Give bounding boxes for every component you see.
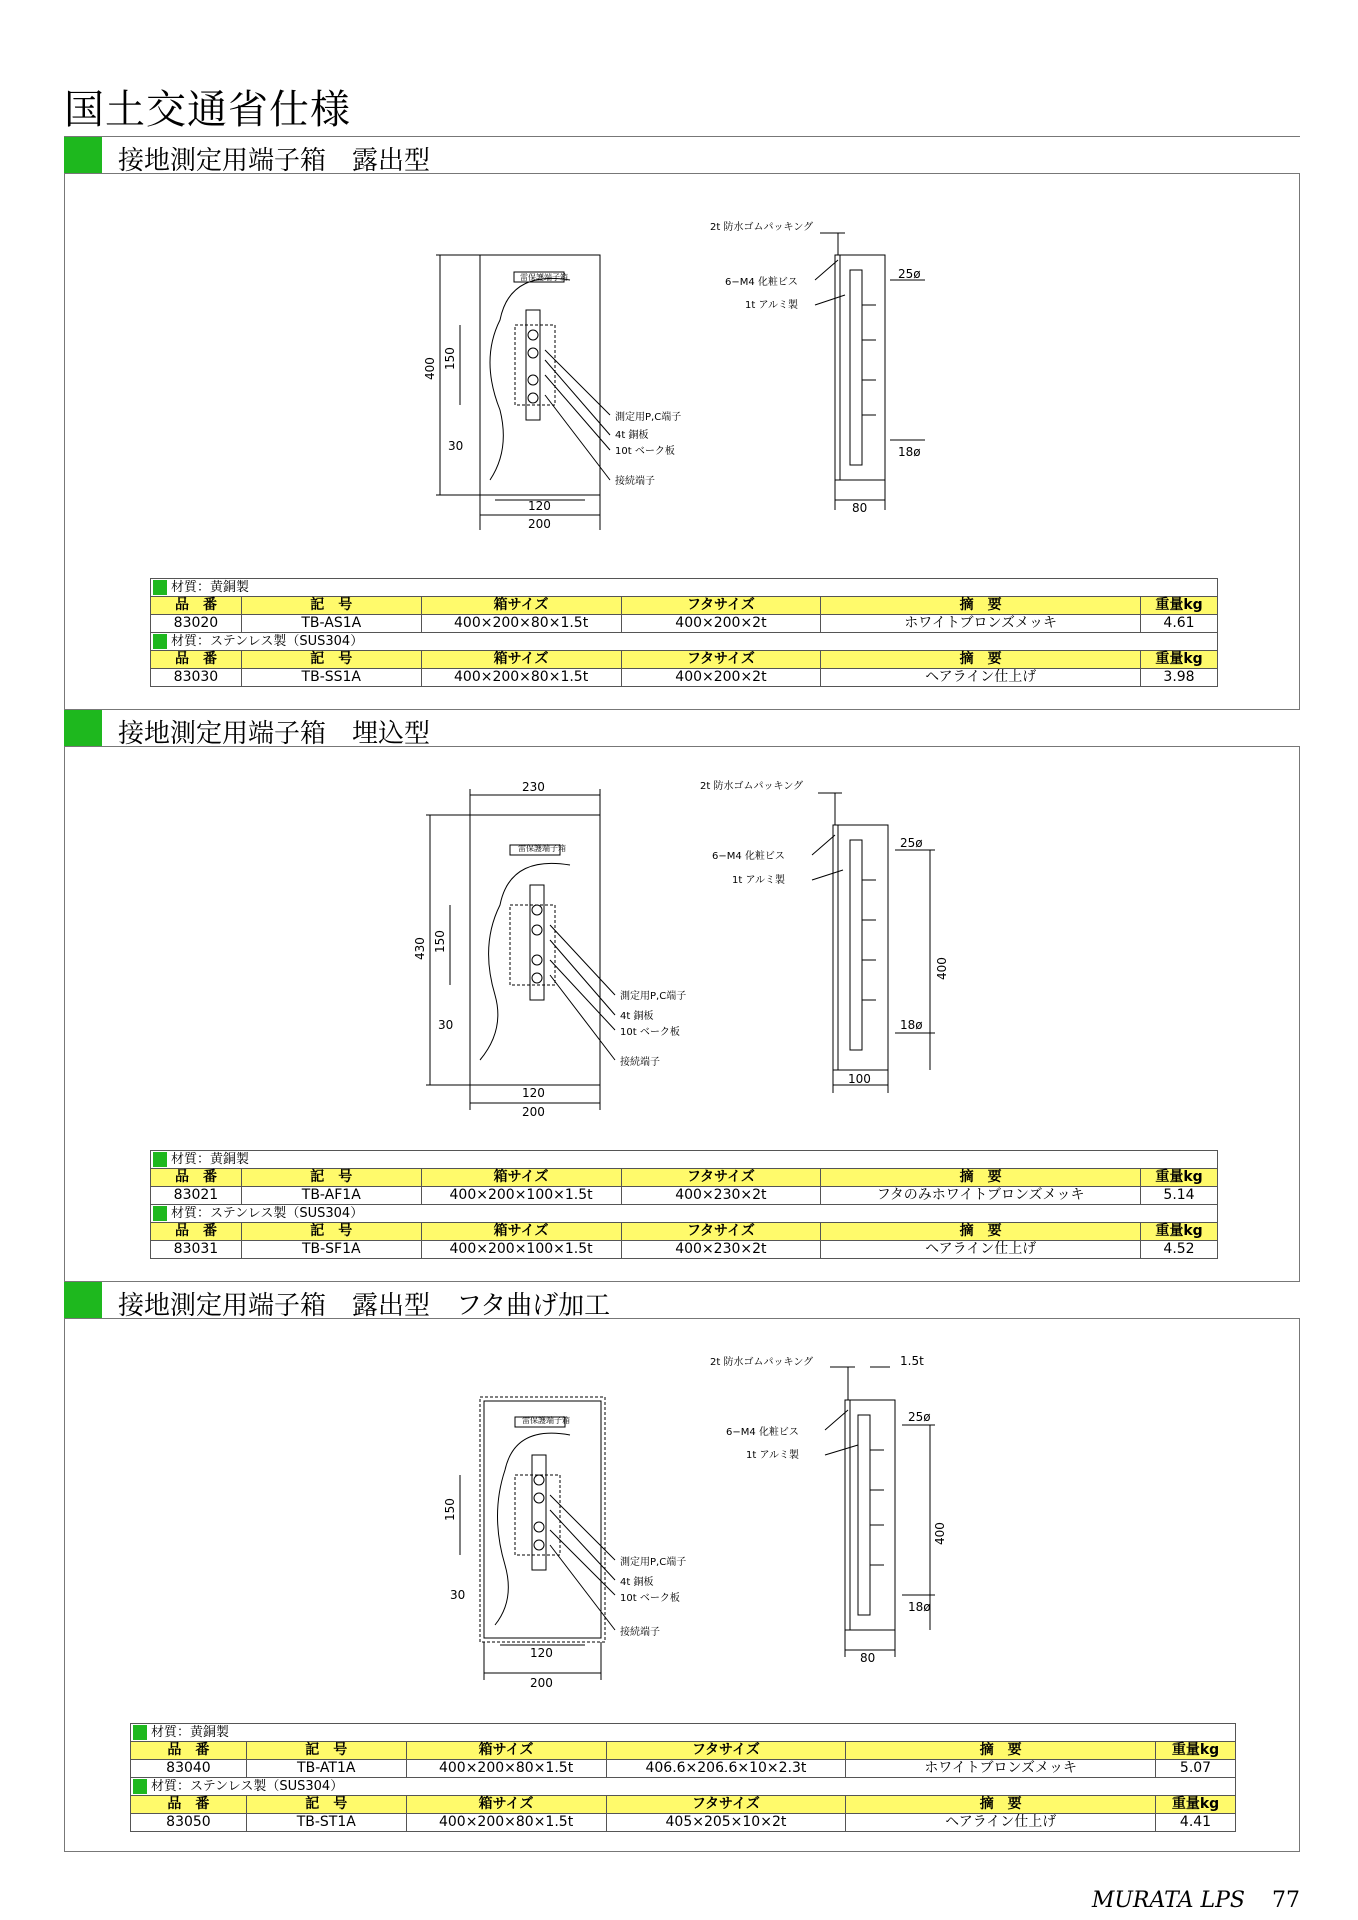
cell-model: TB-AF1A (241, 1187, 421, 1205)
cell-remarks: ヘアライン仕上げ (821, 1241, 1141, 1259)
section-heading-exposed (64, 136, 1300, 174)
col-part-number: 品 番 (131, 1796, 247, 1814)
col-box-size: 箱サイズ (421, 651, 621, 669)
cell-weight: 5.07 (1156, 1760, 1236, 1778)
drawing-embedded-type (410, 775, 950, 1120)
dim-200: 200 (528, 517, 551, 531)
col-lid-size: フタサイズ (621, 1169, 821, 1187)
cell-box-size: 400×200×80×1.5t (421, 669, 621, 687)
cell-remarks: ホワイトブロンズメッキ (846, 1760, 1156, 1778)
dim-18-dia: 18ø (898, 445, 921, 459)
cell-part-number: 83050 (131, 1814, 247, 1832)
spec-table-3 (130, 1723, 1236, 1832)
cell-lid-size: 405×205×10×2t (606, 1814, 846, 1832)
cell-remarks: ヘアライン仕上げ (821, 669, 1141, 687)
dim-25-dia: 25ø (898, 267, 921, 281)
cell-remarks: フタのみホワイトブロンズメッキ (821, 1187, 1141, 1205)
dim-lid-thickness: 1.5t (900, 1355, 924, 1368)
cell-model: TB-AS1A (241, 615, 421, 633)
dim-25-dia: 25ø (900, 836, 923, 850)
aluminum-label: 1t アルミ製 (732, 875, 786, 886)
cell-part-number: 83030 (151, 669, 242, 687)
col-lid-size: フタサイズ (621, 597, 821, 615)
cell-remarks: ヘアライン仕上げ (846, 1814, 1156, 1832)
cell-part-number: 83040 (131, 1760, 247, 1778)
col-box-size: 箱サイズ (421, 597, 621, 615)
connection-terminal-label: 接続端子 (615, 476, 655, 487)
section-title: 接地測定用端子箱 埋込型 (118, 719, 431, 749)
col-weight: 重量kg (1156, 1796, 1236, 1814)
pc-terminal-label: 測定用P,C端子 (620, 1557, 687, 1568)
dim-150: 150 (443, 347, 457, 370)
dim-120: 120 (530, 1646, 553, 1660)
cell-lid-size: 406.6×206.6×10×2.3t (606, 1760, 846, 1778)
col-box-size: 箱サイズ (421, 1223, 621, 1241)
dim-18-dia: 18ø (908, 1600, 931, 1614)
dim-height: 400 (423, 357, 437, 380)
dim-25-dia: 25ø (908, 1410, 931, 1424)
copper-label: 4t 銅板 (615, 430, 649, 441)
cell-weight: 4.52 (1141, 1241, 1218, 1259)
dim-120: 120 (528, 499, 551, 513)
table-row (151, 1187, 1218, 1205)
section-title: 接地測定用端子箱 露出型 (118, 146, 431, 176)
cell-weight: 3.98 (1141, 669, 1218, 687)
cell-weight: 4.41 (1156, 1814, 1236, 1832)
material-label: 材質：ステンレス製（SUS304） (171, 1206, 364, 1221)
plate-label: 雷保護端子箱 (518, 844, 566, 853)
section-marker (64, 1282, 102, 1318)
table-row (131, 1760, 1236, 1778)
bakelite-label: 10t ベーク板 (620, 1027, 680, 1038)
dim-150: 150 (443, 1498, 457, 1521)
col-weight: 重量kg (1141, 651, 1218, 669)
col-lid-size: フタサイズ (621, 1223, 821, 1241)
page-number: 77 (1272, 1888, 1300, 1913)
drawing-bent-lid-type (430, 1355, 950, 1695)
cell-box-size: 400×200×100×1.5t (421, 1187, 621, 1205)
side-view-outline (835, 255, 885, 480)
connection-terminal-label: 接続端子 (620, 1627, 660, 1638)
cell-lid-size: 400×200×2t (621, 615, 821, 633)
col-weight: 重量kg (1156, 1742, 1236, 1760)
dim-200: 200 (530, 1676, 553, 1690)
col-part-number: 品 番 (151, 651, 242, 669)
dim-150: 150 (433, 930, 447, 953)
brand-name: MURATA LPS (1091, 1888, 1245, 1913)
plate-label: 雷保護端子箱 (522, 1416, 570, 1425)
material-label: 材質：ステンレス製（SUS304） (151, 1779, 344, 1794)
cell-model: TB-ST1A (246, 1814, 406, 1832)
side-view-outline (833, 825, 888, 1070)
dim-30: 30 (438, 1018, 454, 1032)
col-model: 記 号 (241, 597, 421, 615)
col-remarks: 摘 要 (821, 1169, 1141, 1187)
dim-depth: 100 (848, 1072, 871, 1086)
section-title: 接地測定用端子箱 露出型 フタ曲げ加工 (118, 1291, 611, 1321)
col-weight: 重量kg (1141, 1169, 1218, 1187)
copper-label: 4t 銅板 (620, 1577, 654, 1588)
section-heading-bent-lid (64, 1281, 1300, 1319)
gasket-label: 2t 防水ゴムパッキング (700, 781, 804, 792)
cell-weight: 5.14 (1141, 1187, 1218, 1205)
page-title: 国土交通省仕様 (64, 87, 351, 133)
cell-box-size: 400×200×80×1.5t (406, 1760, 606, 1778)
col-part-number: 品 番 (131, 1742, 247, 1760)
dim-height: 430 (413, 937, 427, 960)
col-part-number: 品 番 (151, 597, 242, 615)
cell-weight: 4.61 (1141, 615, 1218, 633)
col-box-size: 箱サイズ (406, 1796, 606, 1814)
dim-120: 120 (522, 1086, 545, 1100)
copper-label: 4t 銅板 (620, 1011, 654, 1022)
spec-table-1 (150, 578, 1218, 687)
col-model: 記 号 (241, 651, 421, 669)
material-label: 材質：ステンレス製（SUS304） (171, 634, 364, 649)
aluminum-label: 1t アルミ製 (746, 1450, 800, 1461)
cell-lid-size: 400×200×2t (621, 669, 821, 687)
page-footer (1092, 1888, 1300, 1913)
bakelite-label: 10t ベーク板 (615, 446, 675, 457)
dim-side-height: 400 (933, 1522, 947, 1545)
gasket-label: 2t 防水ゴムパッキング (710, 222, 814, 233)
col-model: 記 号 (246, 1742, 406, 1760)
col-lid-size: フタサイズ (606, 1796, 846, 1814)
cell-box-size: 400×200×80×1.5t (406, 1814, 606, 1832)
dim-depth: 80 (852, 501, 868, 515)
cell-model: TB-AT1A (246, 1760, 406, 1778)
cell-part-number: 83021 (151, 1187, 242, 1205)
cell-part-number: 83020 (151, 615, 242, 633)
col-lid-size: フタサイズ (621, 651, 821, 669)
col-box-size: 箱サイズ (406, 1742, 606, 1760)
dim-side-height: 400 (935, 957, 949, 980)
aluminum-label: 1t アルミ製 (745, 300, 799, 311)
material-label: 材質：黄銅製 (171, 580, 250, 595)
dim-18-dia: 18ø (900, 1018, 923, 1032)
col-weight: 重量kg (1141, 1223, 1218, 1241)
cell-box-size: 400×200×100×1.5t (421, 1241, 621, 1259)
drawing-exposed-type (420, 210, 940, 540)
col-remarks: 摘 要 (821, 597, 1141, 615)
dim-30: 30 (450, 1588, 466, 1602)
col-model: 記 号 (241, 1223, 421, 1241)
col-weight: 重量kg (1141, 597, 1218, 615)
cell-lid-size: 400×230×2t (621, 1187, 821, 1205)
table-row (151, 669, 1218, 687)
material-label: 材質：黄銅製 (151, 1725, 230, 1740)
cell-lid-size: 400×230×2t (621, 1241, 821, 1259)
table-row (151, 1241, 1218, 1259)
bakelite-label: 10t ベーク板 (620, 1593, 680, 1604)
col-model: 記 号 (246, 1796, 406, 1814)
col-remarks: 摘 要 (821, 1223, 1141, 1241)
cell-model: TB-SS1A (241, 669, 421, 687)
section-marker (64, 710, 102, 746)
table-row (151, 615, 1218, 633)
col-remarks: 摘 要 (846, 1796, 1156, 1814)
screw-label: 6−M4 化粧ビス (712, 851, 785, 862)
pc-terminal-label: 測定用P,C端子 (620, 991, 687, 1002)
cell-box-size: 400×200×80×1.5t (421, 615, 621, 633)
cell-part-number: 83031 (151, 1241, 242, 1259)
pc-terminal-label: 測定用P,C端子 (615, 412, 682, 423)
table-row (131, 1814, 1236, 1832)
col-part-number: 品 番 (151, 1169, 242, 1187)
screw-label: 6−M4 化粧ビス (726, 1427, 799, 1438)
col-lid-size: フタサイズ (606, 1742, 846, 1760)
section-heading-embedded (64, 709, 1300, 747)
spec-table-2 (150, 1150, 1218, 1259)
dim-width: 230 (522, 780, 545, 794)
col-part-number: 品 番 (151, 1223, 242, 1241)
plate-label: 雷保護端子箱 (520, 273, 568, 282)
dim-30: 30 (448, 439, 464, 453)
col-remarks: 摘 要 (821, 651, 1141, 669)
cell-remarks: ホワイトブロンズメッキ (821, 615, 1141, 633)
dim-depth: 80 (860, 1651, 876, 1665)
dim-200: 200 (522, 1105, 545, 1119)
gasket-label: 2t 防水ゴムパッキング (710, 1357, 814, 1368)
connection-terminal-label: 接続端子 (620, 1057, 660, 1068)
section-marker (64, 137, 102, 173)
cell-model: TB-SF1A (241, 1241, 421, 1259)
screw-label: 6−M4 化粧ビス (725, 277, 798, 288)
col-model: 記 号 (241, 1169, 421, 1187)
material-label: 材質：黄銅製 (171, 1152, 250, 1167)
col-box-size: 箱サイズ (421, 1169, 621, 1187)
col-remarks: 摘 要 (846, 1742, 1156, 1760)
